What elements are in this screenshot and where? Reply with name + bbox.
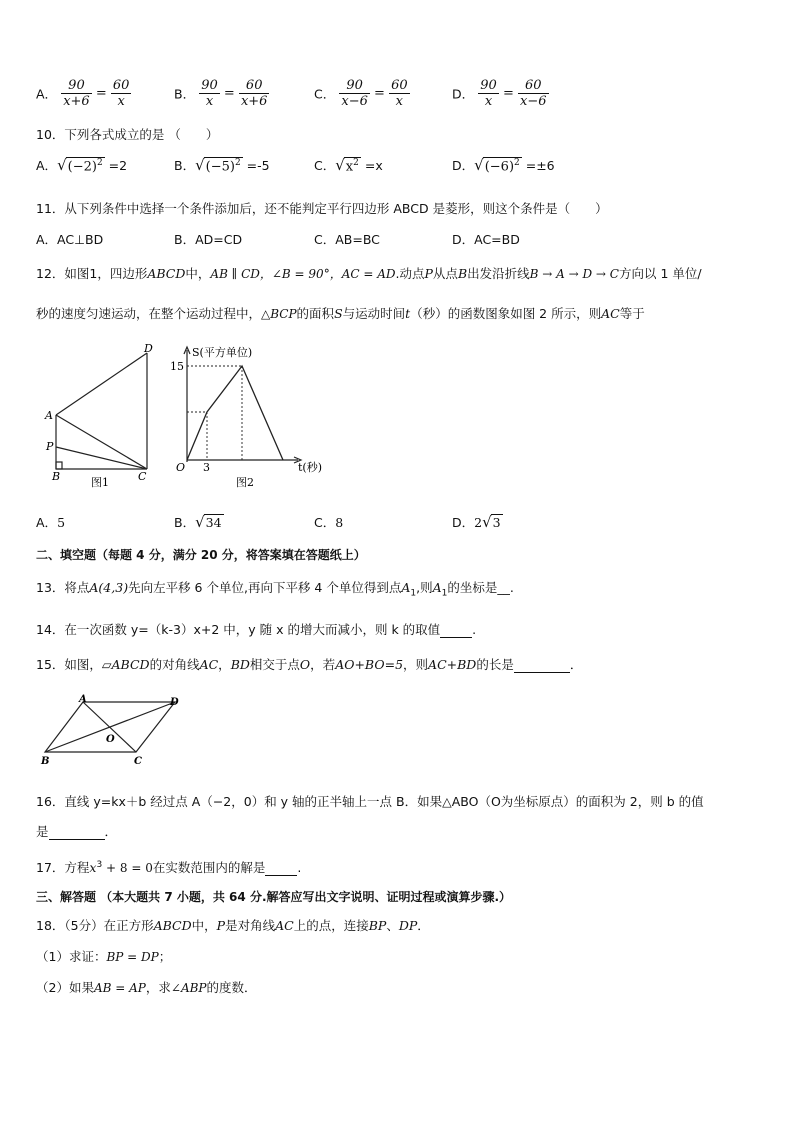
q10-option-b[interactable]: B．$√(-5)^2 =-5$	[174, 156, 270, 174]
q15-figure-parallelogram	[38, 693, 188, 769]
option-letter: C．	[314, 86, 336, 102]
label-b: B	[41, 756, 50, 767]
label-p: P	[46, 440, 54, 453]
right-angle-mark	[56, 462, 62, 469]
option-letter: B．	[174, 158, 196, 173]
q18-part-2: （2）如果AB = AP，求∠ABP的度数．	[36, 980, 257, 995]
q11-stem: 11．从下列条件中选择一个条件添加后，还不能判定平行四边形 ABCD 是菱形，则这个条件是（ ）	[36, 201, 608, 216]
figure-caption: 图2	[236, 476, 254, 489]
answer-blank[interactable]	[265, 860, 297, 876]
tick-label-15: 15	[170, 360, 184, 373]
q16-stem-line1: 16．直线 y=kx＋b 经过点 A（−2，0）和 y 轴的正半轴上一点 B．如果△ABO（O为坐标原点）的面积为 2，则 b 的值	[36, 794, 704, 809]
q15-stem: 15．如图，▱ABCD的对角线AC，BD相交于点O，若AO+BO=5，则AC+BD的长是 ．	[36, 657, 583, 672]
answer-blank[interactable]	[440, 622, 472, 638]
q11-option-c[interactable]: C．AB=BC	[314, 232, 380, 247]
q12-option-b[interactable]: B．√34	[174, 513, 222, 531]
label-o: O	[106, 734, 115, 745]
segment-ac	[56, 415, 147, 469]
radicand: $(-6)^2$	[484, 157, 520, 174]
label-d: D	[144, 342, 153, 355]
fraction-left: $\frac{90}{x}$	[480, 78, 497, 109]
q12-stem-line1: 12．如图1，四边形ABCD中，AB ∥ CD，∠B = 90°，AC = AD.动点P从点B出发沿折线B → A → D → C方向以 1 单位/	[36, 266, 702, 281]
q16-stem-line2: 是 ．	[36, 824, 118, 839]
option-letter: D．	[452, 158, 475, 173]
fraction-right: $\frac{60}{x+6}$	[240, 78, 268, 109]
figure-caption: 图1	[91, 476, 109, 489]
fraction-left: $\frac{90}{x}$	[201, 78, 218, 109]
fraction-left: $\frac{90}{x-6}$	[341, 78, 368, 109]
label-b: B	[52, 470, 61, 483]
q13-stem: 13．将点A(4,3)先向左平移 6 个单位,再向下平移 4 个单位得到点$A_1$,则$A_1$的坐标是__.	[36, 580, 514, 599]
fraction-right: $\frac{60}{x}$	[112, 78, 130, 109]
q12-figure-2	[170, 342, 330, 492]
radical-icon: √	[335, 156, 345, 174]
q10-option-a[interactable]: A．$√(-2)^2 =2$	[36, 156, 128, 174]
section-heading-fill-in: 二、填空题（每题 4 分，满分 20 分，将答案填在答题纸上）	[36, 548, 366, 562]
radical-icon: √	[474, 156, 484, 174]
x-axis-label: t(秒)	[298, 461, 323, 474]
q9-option-a[interactable]: A． $\frac{90}{x+6}$ = $\frac{60}{x}$	[36, 78, 130, 109]
radical-icon: √	[195, 156, 205, 174]
option-letter: A．	[36, 158, 58, 173]
q12-stem-line2: 秒的速度匀速运动，在整个运动过程中，△BCP的面积S与运动时间t（秒）的函数图象如图 2 所示，则AC等于	[36, 306, 645, 321]
q11-option-d[interactable]: D．AC=BD	[452, 232, 520, 247]
q12-option-a[interactable]: A．5	[36, 515, 66, 530]
q9-option-b[interactable]: B． $\frac{90}{x}$ = $\frac{60}{x+6}$	[174, 78, 268, 109]
q9-option-c[interactable]: C． $\frac{90}{x-6}$ = $\frac{60}{x}$	[314, 78, 408, 109]
label-a: A	[79, 694, 87, 705]
q12-figure-1	[40, 342, 165, 492]
q17-stem: 17．方程$x^3 + 8 = 0$在实数范围内的解是 .	[36, 859, 302, 875]
q10-stem: 10．下列各式成立的是 （ ）	[36, 127, 219, 142]
segment-pc	[56, 447, 147, 469]
label-d: D	[170, 697, 179, 708]
tick-label-3: 3	[203, 461, 210, 474]
y-axis-label: S(平方单位)	[192, 346, 253, 359]
q18-stem: 18．（5分）在正方形ABCD中，P是对角线AC上的点，连接BP、DP．	[36, 918, 430, 933]
radical-icon: √	[195, 513, 205, 531]
label-a: A	[45, 409, 53, 422]
q10-option-d[interactable]: D．$√(-6)^2 =\pm 6$	[452, 156, 555, 174]
fraction-right: $\frac{60}{x-6}$	[520, 78, 547, 109]
answer-blank[interactable]	[49, 824, 105, 840]
q9-option-d[interactable]: D． $\frac{90}{x}$ = $\frac{60}{x-6}$	[452, 78, 547, 109]
option-letter: B．	[174, 86, 196, 102]
label-c: C	[134, 756, 142, 767]
option-letter: D．	[452, 86, 475, 102]
fraction-left: $\frac{90}{x+6}$	[63, 78, 90, 109]
answer-blank[interactable]	[514, 657, 570, 673]
radicand: $x^2$	[345, 157, 359, 174]
q11-option-b[interactable]: B．AD=CD	[174, 232, 243, 247]
label-c: C	[138, 470, 147, 483]
q18-part-1: （1）求证：BP = DP；	[36, 949, 172, 964]
q12-option-d[interactable]: D．2√3	[452, 513, 501, 531]
function-graph	[187, 366, 283, 460]
q12-option-c[interactable]: C．8	[314, 515, 344, 530]
radicand: $(-5)^2$	[205, 157, 241, 174]
origin-label: O	[176, 461, 186, 474]
option-letter: C．	[314, 158, 336, 173]
q10-options	[36, 156, 756, 184]
q14-stem: 14．在一次函数 y=（k-3）x+2 中，y 随 x 的增大而减小，则 k 的取值 .	[36, 622, 477, 637]
segment-ad	[56, 353, 147, 415]
q9-options	[36, 78, 756, 118]
q10-option-c[interactable]: C．$√x^2 =x$	[314, 156, 383, 174]
radicand: $(-2)^2$	[67, 157, 103, 174]
radical-icon: √	[57, 156, 67, 174]
q11-option-a[interactable]: A．AC⊥BD	[36, 232, 104, 247]
fraction-right: $\frac{60}{x}$	[391, 78, 408, 109]
radical-icon: √	[482, 513, 492, 531]
option-letter: A．	[36, 86, 58, 102]
section-heading-solve: 三、解答题 （本大题共 7 小题，共 64 分.解答应写出文字说明、证明过程或演算步骤.）	[36, 890, 512, 904]
